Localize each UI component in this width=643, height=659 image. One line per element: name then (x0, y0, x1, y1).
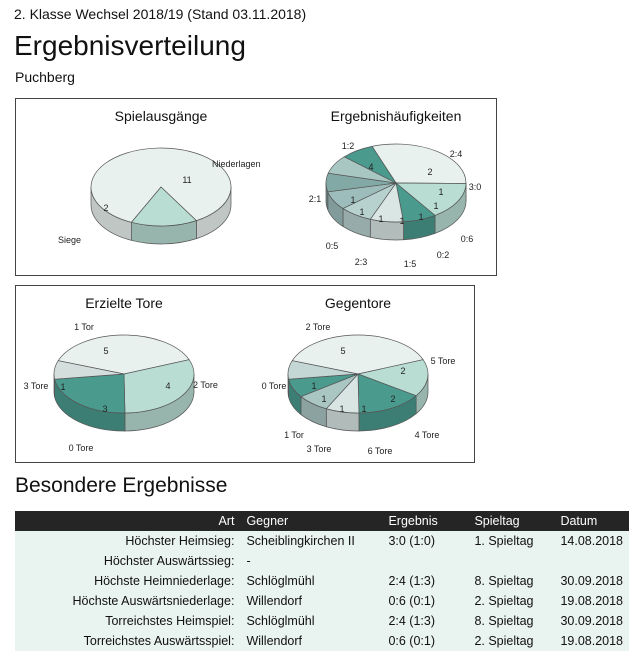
chart-title: Gegentore (324, 295, 392, 311)
slice-value-label: 2 (103, 203, 109, 213)
slice-category-label: 2:1 (308, 194, 322, 204)
cell-spieltag: 2. Spieltag (468, 631, 554, 651)
slice-value-label: 1 (339, 404, 345, 414)
slice-category-label: Niederlagen (212, 159, 261, 169)
slice-category-label: 3 Tore (23, 381, 49, 391)
cell-datum: 19.08.2018 (554, 631, 629, 651)
chart-title: Ergebnishäufigkeiten (330, 108, 462, 124)
slice-category-label: 0:2 (436, 250, 450, 260)
cell-spieltag: 8. Spieltag (468, 571, 554, 591)
slice-category-label: 0:5 (325, 241, 339, 251)
slice-value-label: 1 (418, 212, 424, 222)
pie-tops (288, 335, 428, 413)
cell-ergebnis (382, 551, 468, 571)
slice-value-label: 1 (378, 214, 384, 224)
cell-art: Höchster Auswärtssieg: (15, 551, 240, 571)
cell-ergebnis: 2:4 (1:3) (382, 611, 468, 631)
cell-ergebnis: 3:0 (1:0) (382, 531, 468, 551)
col-header-datum: Datum (554, 511, 629, 531)
slice-category-label: 1 Tor (74, 322, 94, 332)
cell-art: Torreichstes Auswärtsspiel: (15, 631, 240, 651)
cell-gegner: Schlöglmühl (240, 611, 382, 631)
cell-ergebnis: 2:4 (1:3) (382, 571, 468, 591)
slice-value-label: 1 (438, 187, 444, 197)
cell-datum: 30.09.2018 (554, 571, 629, 591)
cell-ergebnis: 0:6 (0:1) (382, 631, 468, 651)
chart-title: Erzielte Tore (85, 295, 163, 311)
table-row (15, 551, 629, 571)
cell-art: Höchster Heimsieg: (15, 531, 240, 551)
chart-panel-bottom (15, 285, 475, 463)
col-header-ergebnis: Ergebnis (382, 511, 468, 531)
cell-datum: 30.09.2018 (554, 611, 629, 631)
chart-erzielte-tore (24, 295, 218, 453)
cell-datum: 19.08.2018 (554, 591, 629, 611)
slice-category-label: 1:2 (341, 141, 355, 151)
cell-ergebnis: 0:6 (0:1) (382, 591, 468, 611)
pie-tops (91, 148, 231, 226)
slice-category-label: 1 Tor (284, 430, 304, 440)
section-title: Besondere Ergebnisse (15, 474, 228, 497)
slice-value-label: 1 (311, 381, 317, 391)
table-row (15, 611, 629, 631)
slice-category-label: 2 Tore (305, 322, 331, 332)
chart-spielausgaenge (58, 108, 261, 245)
slice-value-label: 1 (399, 216, 405, 226)
cell-art: Torreichstes Heimspiel: (15, 611, 240, 631)
table-row (15, 531, 629, 551)
pie-tops (326, 144, 466, 222)
col-header-spieltag: Spieltag (468, 511, 554, 531)
chart-ergebnishaeufigkeiten (309, 108, 482, 269)
table-row (15, 631, 629, 651)
slice-value-label: 1 (60, 382, 66, 392)
cell-datum (554, 551, 629, 571)
pie-tops (54, 335, 194, 413)
slice-value-label: 2 (427, 167, 433, 177)
chart-panel-top (15, 98, 497, 276)
cell-gegner: Willendorf (240, 631, 382, 651)
cell-art: Höchste Auswärtsniederlage: (15, 591, 240, 611)
table-row (15, 591, 629, 611)
special-results-table (15, 511, 629, 651)
table-row (15, 571, 629, 591)
table-header-row (15, 511, 629, 531)
slice-category-label: Siege (58, 235, 82, 245)
slice-value-label: 5 (103, 346, 109, 356)
slice-value-label: 3 (102, 404, 108, 414)
page-subtitle: 2. Klasse Wechsel 2018/19 (Stand 03.11.2018) (14, 6, 307, 22)
cell-spieltag (468, 551, 554, 571)
slice-category-label: 0:6 (460, 234, 474, 244)
slice-value-label: 4 (368, 162, 374, 172)
cell-spieltag: 8. Spieltag (468, 611, 554, 631)
col-header-art: Art (15, 511, 240, 531)
cell-spieltag: 1. Spieltag (468, 531, 554, 551)
cell-gegner: Willendorf (240, 591, 382, 611)
slice-category-label: 0 Tore (261, 381, 287, 391)
slice-value-label: 1 (359, 207, 365, 217)
slice-category-label: 2 Tore (193, 380, 218, 390)
slice-category-label: 6 Tore (367, 446, 393, 456)
cell-gegner: - (240, 551, 382, 571)
cell-gegner: Schlöglmühl (240, 571, 382, 591)
slice-value-label: 5 (340, 346, 346, 356)
slice-category-label: 0 Tore (68, 443, 94, 453)
cell-datum: 14.08.2018 (554, 531, 629, 551)
cell-spieltag: 2. Spieltag (468, 591, 554, 611)
slice-value-label: 1 (350, 195, 356, 205)
slice-category-label: 1:5 (403, 259, 417, 269)
slice-value-label: 2 (400, 366, 406, 376)
chart-title: Spielausgänge (114, 108, 208, 124)
slice-value-label: 1 (321, 394, 327, 404)
cell-art: Höchste Heimniederlage: (15, 571, 240, 591)
slice-category-label: 4 Tore (414, 430, 440, 440)
slice-category-label: 2:3 (354, 257, 368, 267)
slice-value-label: 1 (361, 404, 367, 414)
slice-value-label: 2 (390, 394, 396, 404)
col-header-gegner: Gegner (240, 511, 382, 531)
slice-value-label: 1 (433, 201, 439, 211)
slice-category-label: 5 Tore (430, 356, 456, 366)
team-name: Puchberg (15, 69, 75, 85)
chart-gegentore (262, 295, 456, 456)
slice-value-label: 11 (182, 175, 192, 185)
cell-gegner: Scheiblingkirchen II (240, 531, 382, 551)
slice-category-label: 3:0 (468, 182, 482, 192)
slice-value-label: 4 (165, 381, 171, 391)
page-title: Ergebnisverteilung (14, 30, 246, 61)
slice-category-label: 3 Tore (306, 444, 332, 454)
slice-category-label: 2:4 (449, 149, 463, 159)
